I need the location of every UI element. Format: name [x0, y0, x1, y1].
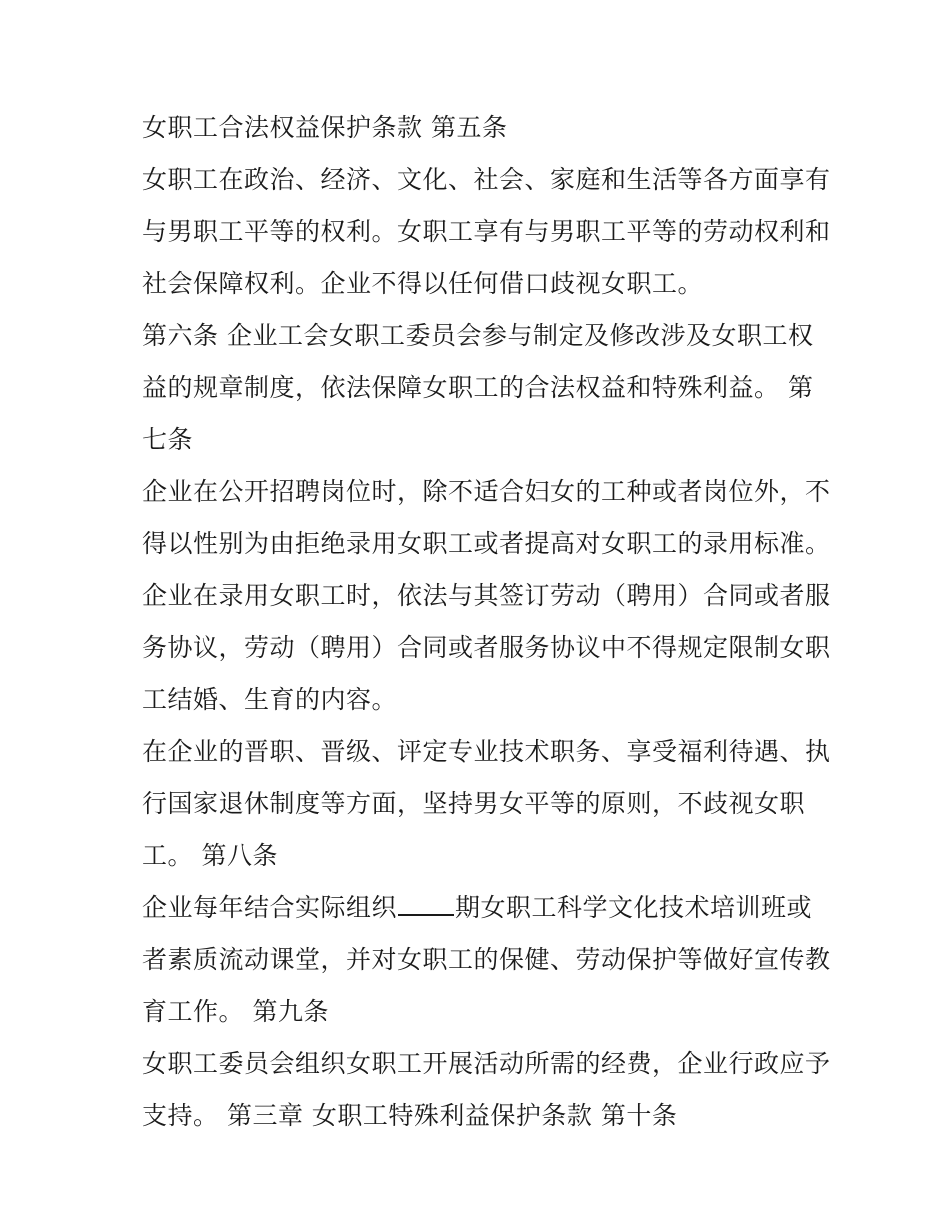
text-line-4: 社会保障权利。企业不得以任何借口歧视女职工。	[142, 269, 704, 298]
text-line-16-after-blank: 期女职工科学文化技术培训班或	[455, 893, 813, 922]
text-line-8: 企业在公开招聘岗位时，除不适合妇女的工种或者岗位外，不	[142, 477, 831, 506]
document-page	[142, 102, 831, 1142]
text-line-19: 女职工委员会组织女职工开展活动所需的经费，企业行政应予	[142, 1049, 831, 1078]
text-line-16-before-blank: 企业每年结合实际组织	[142, 893, 398, 922]
text-line-11: 务协议，劳动（聘用）合同或者服务协议中不得规定限制女职	[142, 633, 831, 662]
text-line-15: 工。 第八条	[142, 841, 278, 870]
text-line-7: 七条	[142, 425, 194, 454]
text-line-10: 企业在录用女职工时，依法与其签订劳动（聘用）合同或者服	[142, 581, 831, 610]
text-line-13: 在企业的晋职、晋级、评定专业技术职务、享受福利待遇、执	[142, 737, 831, 766]
text-line-16	[142, 882, 822, 934]
text-line-3: 与男职工平等的权利。女职工享有与男职工平等的劳动权利和	[142, 217, 831, 246]
text-line-14: 行国家退休制度等方面，坚持男女平等的原则，不歧视女职	[142, 789, 806, 818]
text-line-12: 工结婚、生育的内容。	[142, 685, 398, 714]
text-line-6: 益的规章制度，依法保障女职工的合法权益和特殊利益。 第	[142, 373, 814, 402]
text-line-2: 女职工在政治、经济、文化、社会、家庭和生活等各方面享有	[142, 165, 831, 194]
fill-in-blank	[398, 892, 454, 916]
text-line-5: 第六条 企业工会女职工委员会参与制定及修改涉及女职工权	[142, 321, 814, 350]
text-line-17: 者素质流动课堂，并对女职工的保健、劳动保护等做好宣传教	[142, 945, 831, 974]
text-line-1: 女职工合法权益保护条款 第五条	[142, 113, 508, 142]
text-line-9: 得以性别为由拒绝录用女职工或者提高对女职工的录用标准。	[142, 529, 831, 558]
text-line-20: 支持。 第三章 女职工特殊利益保护条款 第十条	[142, 1101, 678, 1130]
text-line-18: 育工作。 第九条	[142, 997, 329, 1026]
